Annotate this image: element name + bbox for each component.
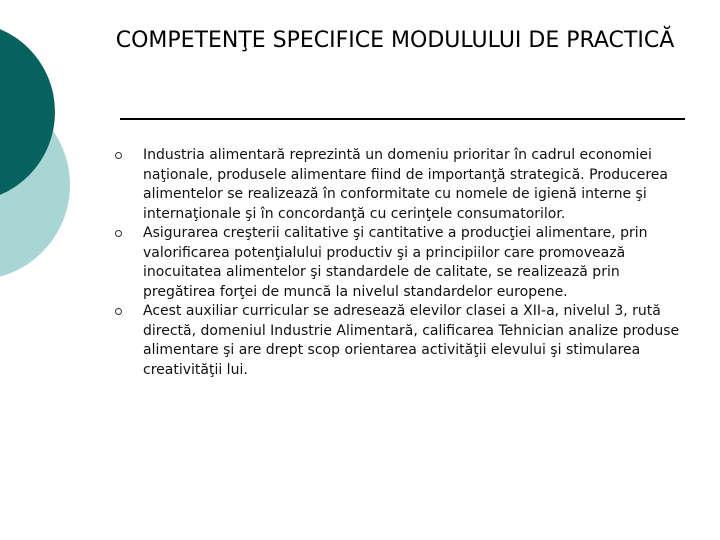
title-divider [120, 118, 685, 120]
decorative-circles [0, 0, 80, 300]
circle-bullet-icon [115, 308, 122, 315]
circle-bullet-icon [115, 230, 122, 237]
bullet-text: Acest auxiliar curricular se adresează elevilor clasei a XII-a, nivelul 3, rută directă, domeniul Industrie Alimentară, calificarea Tehnician analize produse alimentare şi are drept scop orientarea activităţii elevului şi stimularea creativităţii lui. [143, 303, 680, 378]
bullet-list [115, 146, 685, 380]
bullet-text: Industria alimentară reprezintă un domeniu prioritar în cadrul economiei naţionale, produsele alimentare fiind de importanţă strategică. Producerea alimentelor se realizează în conformitate cu nomele de igienă interne şi internaţionale şi în concordanţă cu cerinţele consumatorilor. [143, 147, 668, 222]
slide-title: COMPETENŢE SPECIFICE MODULULUI DE PRACTICĂ [115, 28, 675, 53]
bullet-text: Asigurarea creşterii calitative şi cantitative a producţiei alimentare, prin valorificarea potenţialului productiv şi a principiilor care promovează inocuitatea alimentelor şi standardele de calitate, se realizează prin pregătirea forţei de muncă la nivelul standardelor europene. [143, 225, 648, 300]
bullet-item [115, 146, 685, 224]
bullet-item [115, 302, 685, 380]
circle-bullet-icon [115, 152, 122, 159]
bullet-item [115, 224, 685, 302]
